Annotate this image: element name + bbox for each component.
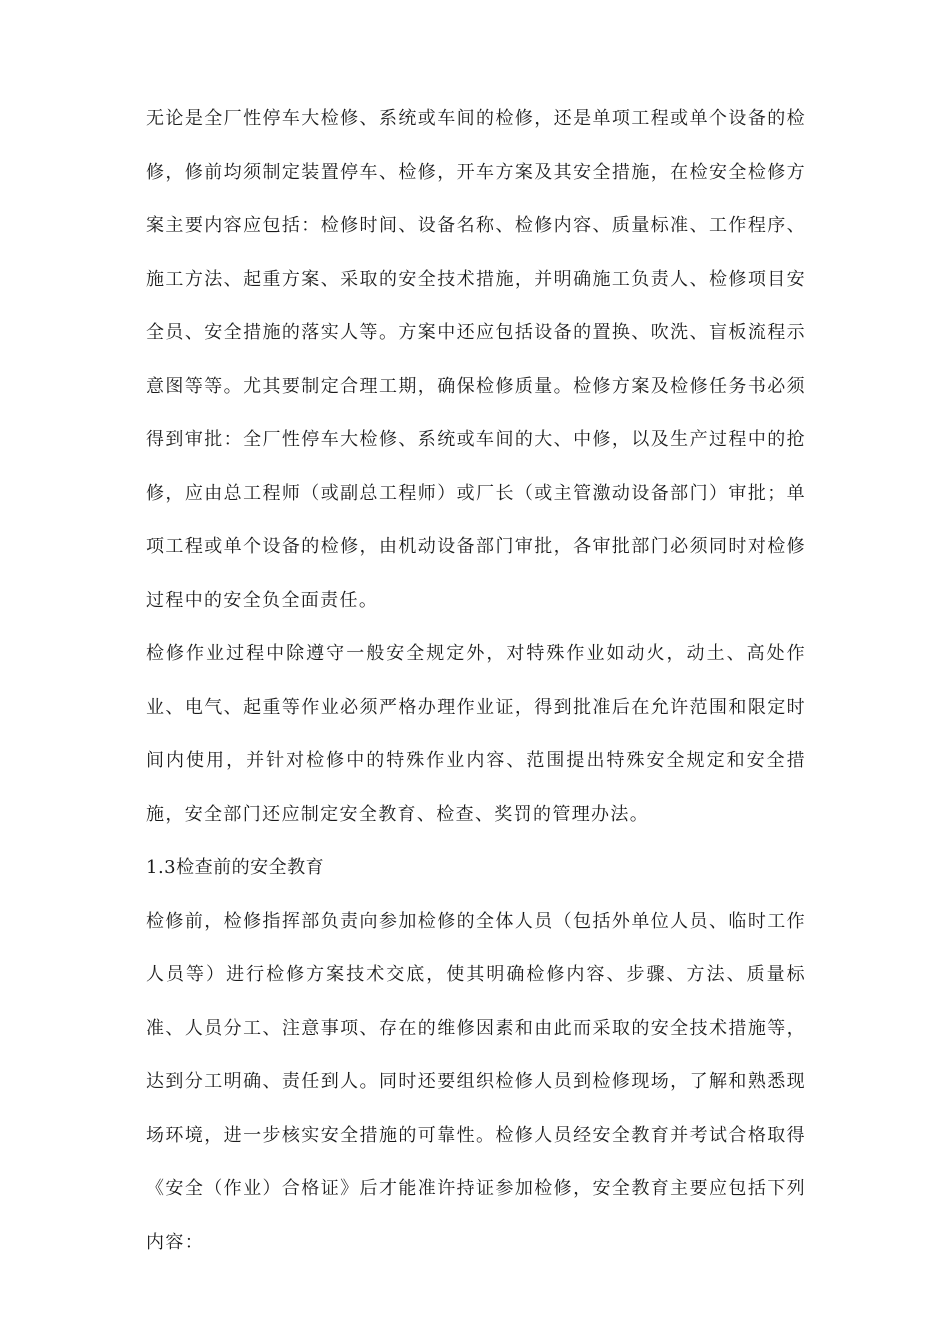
paragraph-special-operations: 检修作业过程中除遵守一般安全规定外，对特殊作业如动火，动土、高处作业、电气、起重等作业必须严格办理作业证，得到批准后在允许范围和限定时间内使用，并针对检修中的特殊作业内容、范围提出特殊安全规定和安全措施，安全部门还应制定安全教育、检查、奖罚的管理办法。 [146, 643, 806, 825]
paragraph-safety-education: 检修前，检修指挥部负责向参加检修的全体人员（包括外单位人员、临时工作人员等）进行检修方案技术交底，使其明确检修内容、步骤、方法、质量标准、人员分工、注意事项、存在的维修因素和由此而采取的安全技术措施等，达到分工明确、责任到人。同时还要组织检修人员到检修现场，了解和熟悉现场环境，进一步核实安全措施的可靠性。检修人员经安全教育并考试合格取得《安全（作业）合格证》后才能准许持证参加检修，安全教育主要应包括下列内容： [146, 910, 806, 1253]
document-body [146, 92, 806, 1269]
section-heading: 1.3检查前的安全教育 [146, 857, 325, 878]
paragraph-maintenance-plan: 无论是全厂性停车大检修、系统或车间的检修，还是单项工程或单个设备的检修，修前均须制定装置停车、检修，开车方案及其安全措施，在检安全检修方案主要内容应包括：检修时间、设备名称、检修内容、质量标准、工作程序、施工方法、起重方案、采取的安全技术措施，并明确施工负责人、检修项目安全员、安全措施的落实人等。方案中还应包括设备的置换、吹洗、盲板流程示意图等等。尤其要制定合理工期，确保检修质量。检修方案及检修任务书必须得到审批：全厂性停车大检修、系统或车间的大、中修，以及生产过程中的抢修，应由总工程师（或副总工程师）或厂长（或主管激动设备部门）审批；单项工程或单个设备的检修，由机动设备部门审批，各审批部门必须同时对检修过程中的安全负全面责任。 [146, 108, 806, 611]
